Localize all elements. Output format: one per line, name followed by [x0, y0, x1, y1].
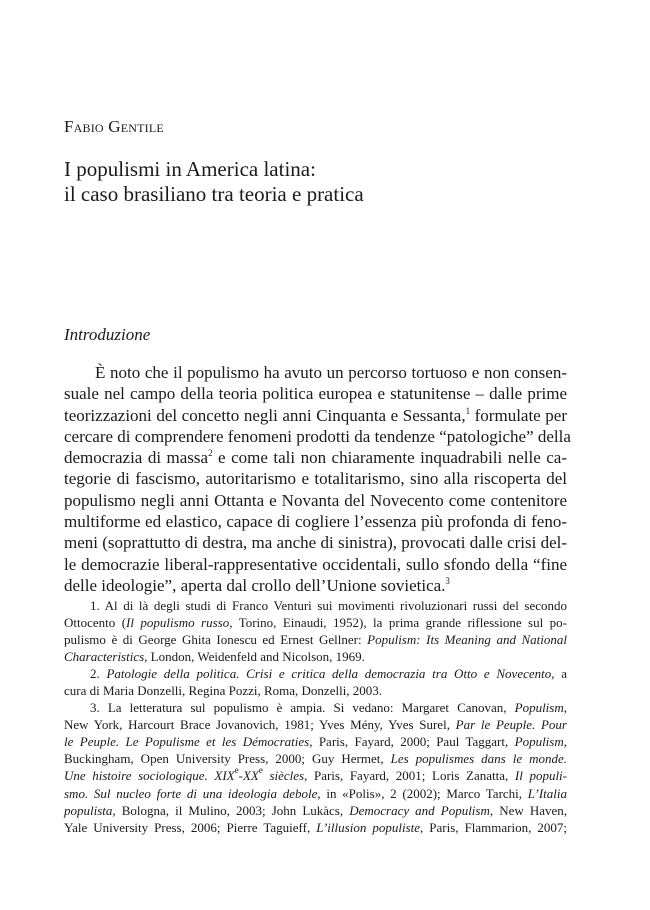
body-paragraph	[64, 362, 571, 596]
footnote-2-line: 2. Patologie della politica. Crisi e critica della democrazia tra Otto e Novecento, a	[90, 666, 567, 682]
footnote-ref[interactable]: 2	[208, 448, 213, 459]
footnote-2-line: cura di Maria Donzelli, Regina Pozzi, Roma, Donzelli, 2003.	[64, 683, 383, 699]
paragraph-line: suale nel campo della teoria politica europea e statunitense – dalle prime	[64, 384, 567, 404]
title-line-1: I populismi in America latina:	[64, 157, 316, 181]
footnote-1-line: 1. Al di là degli studi di Franco Venturi sui movimenti rivoluzionari russi del secondo	[90, 598, 567, 613]
paragraph-line: le democrazie liberal-rappresentative occidentali, sullo sfondo della “fine	[64, 554, 567, 574]
paragraph-line: democrazia di massa$^2$ e come tali non chiaramente inquadrabili nelle ca-	[64, 448, 567, 468]
paragraph-line: teorizzazioni del concetto negli anni Cinquanta e Sessanta,$^1$ formulate per	[64, 405, 567, 425]
paragraph-line: populismo negli anni Ottanta e Novanta del Novecento come contenitore	[64, 490, 567, 510]
footnotes	[64, 597, 567, 836]
footnote-3-line: New York, Harcourt Brace Jovanovich, 1981; Yves Mény, Yves Surel, Par le Peuple. Pour	[64, 717, 567, 733]
author-name: Fabio Gentile	[64, 117, 164, 136]
paragraph-line: meni (soprattutto di destra, ma anche di sinistra), provocati dalle crisi del-	[64, 533, 567, 553]
footnote-3-line: 3. La letteratura sul populismo è ampia. Si vedano: Margaret Canovan, Populism,	[90, 700, 567, 716]
section-heading: Introduzione	[64, 325, 151, 344]
chapter-title	[64, 157, 364, 207]
footnote-ref[interactable]: 1	[465, 405, 471, 416]
footnote-1-line: pulismo è di George Ghita Ionescu ed Ernest Gellner: Populism: Its Meaning and National	[64, 632, 567, 648]
footnote-3-line: populista, Bologna, il Mulino, 2003; John Lukàcs, Democracy and Populism, New Haven,	[64, 802, 567, 818]
footnote-3-line: Yale University Press, 2006; Pierre Taguieff, L’illusion populiste, Paris, Flammarion, 2007;	[64, 819, 567, 835]
title-line-2: il caso brasiliano tra teoria e pratica	[64, 182, 364, 206]
footnote-ref[interactable]: 3	[445, 575, 450, 586]
footnote-3-line: Une histoire sociologique. XIXe-XXe siècles, Paris, Fayard, 2001; Loris Zanatta, Il populi-	[64, 765, 567, 784]
paragraph-line: tegorie di fascismo, autoritarismo e totalitarismo, sino alla riscoperta del	[64, 469, 567, 489]
paragraph-line: cercare di comprendere fenomeni prodotti da tendenze “patologiche” della	[64, 426, 571, 446]
paragraph-line: delle ideologie”, aperta dal crollo dell’Unione sovietica.$^3$	[64, 575, 450, 595]
footnote-1-line: Characteristics, London, Weidenfeld and Nicolson, 1969.	[64, 649, 365, 665]
paragraph-line: multiforme ed elastico, capace di cogliere l’essenza più profonda di feno-	[64, 512, 567, 532]
footnote-3-line: Buckingham, Open University Press, 2000; Guy Hermet, Les populismes dans le monde.	[64, 751, 567, 767]
footnote-3-line: smo. Sul nucleo forte di una ideologia debole, in «Polis», 2 (2002); Marco Tarchi, L’Italia	[64, 785, 567, 801]
footnote-3-line: le Peuple. Le Populisme et les Démocraties, Paris, Fayard, 2000; Paul Taggart, Populism,	[64, 734, 567, 750]
paragraph-line: È noto che il populismo ha avuto un percorso tortuoso e non consen-	[95, 363, 567, 382]
footnote-1-line: Ottocento (Il populismo russo, Torino, Einaudi, 1952), la prima grande riflessione sul po-	[64, 615, 567, 631]
